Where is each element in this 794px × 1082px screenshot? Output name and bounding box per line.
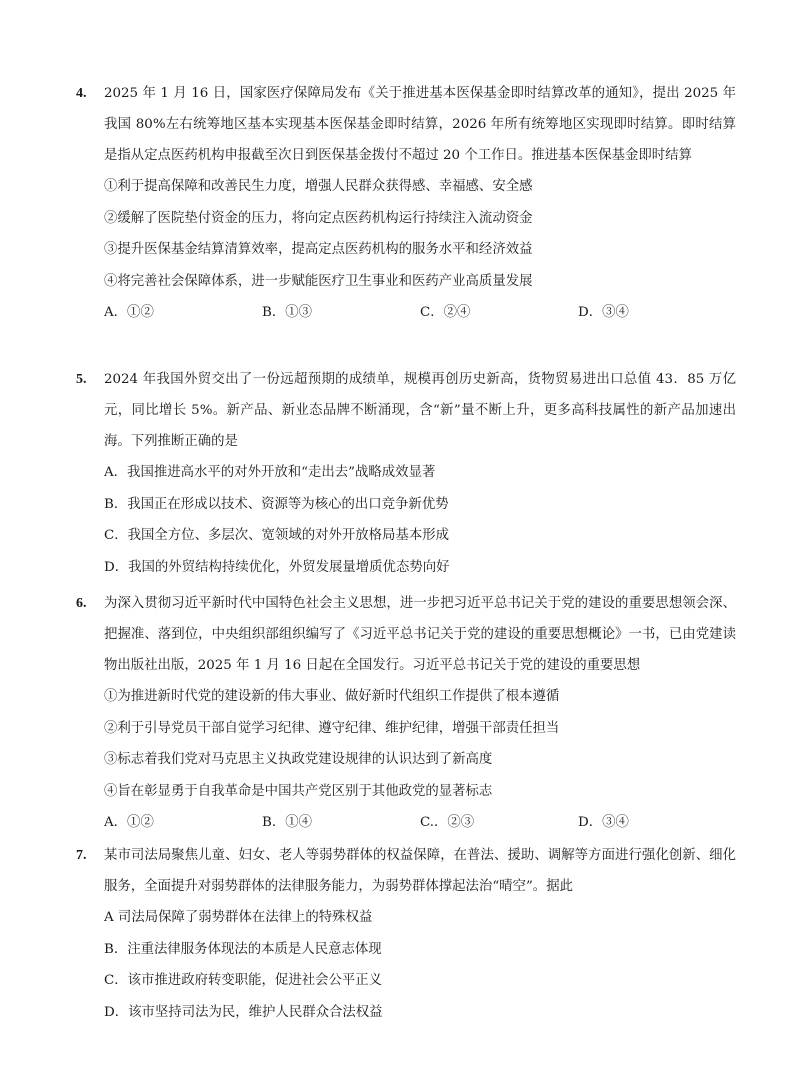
statement-item: ②利于引导党员干部自觉学习纪律、遵守纪律、维护纪律，增强干部责任担当 <box>104 720 560 736</box>
question-number: 7. <box>76 848 87 863</box>
choice-c[interactable]: C．我国全方位、多层次、宽领域的对外开放格局基本形成 <box>104 528 450 543</box>
choice-d[interactable]: D．该市坚持司法为民，维护人民群众合法权益 <box>104 1004 383 1020</box>
choice-a[interactable]: A 司法局保障了弱势群体在法律上的特殊权益 <box>104 910 373 925</box>
choice-a[interactable]: A．①② <box>104 305 154 320</box>
statement-item: ④将完善社会保障体系，进一步赋能医疗卫生事业和医药产业高质量发展 <box>104 273 533 289</box>
question-stem: 某市司法局聚焦儿童、妇女、老人等弱势群体的权益保障，在普法、援助、调解等方面进行强化创新、细化服务，全面提升对弱势群体的法律服务能力，为弱势群体撑起法治“晴空”。据此 <box>104 848 736 894</box>
choice-d[interactable]: D．我国的外贸结构持续优化，外贸发展量增质优态势向好 <box>104 559 450 575</box>
choice-b[interactable]: B．①④ <box>262 815 313 830</box>
statement-item: ④旨在彰显勇于自我革命是中国共产党区别于其他政党的显著标志 <box>104 783 493 799</box>
question-5 <box>76 370 736 583</box>
choice-c[interactable]: C.．②③ <box>420 815 475 830</box>
choice-c[interactable]: C．该市推进政府转变职能，促进社会公平正义 <box>104 973 383 988</box>
choice-b[interactable]: B．注重法律服务体现法的本质是人民意志体现 <box>104 941 382 957</box>
choice-b[interactable]: B．我国正在形成以技术、资源等为核心的出口竞争新优势 <box>104 496 449 512</box>
choice-d[interactable]: D．③④ <box>578 815 629 830</box>
choice-d[interactable]: D．③④ <box>578 305 629 320</box>
statement-item: ③标志着我们党对马克思主义执政党建设规律的认识达到了新高度 <box>104 752 493 767</box>
choice-b[interactable]: B．①③ <box>262 305 313 320</box>
answer-choices <box>104 297 736 328</box>
question-stem: 2025 年 1 月 16 日，国家医疗保障局发布《关于推进基本医保基金即时结算改革的通知》，提出 2025 年我国 80%左右统筹地区基本实现基本医保基金即时结算，2026 年所有统筹地区实现即时结算。即时结算是指从定点医药机构申报截至次日到医保基金拨付不超过 20 个工作日。推进基本医保基金即时结算 <box>104 86 736 163</box>
statement-item: ①利于提高保障和改善民生力度，增强人民群众获得感、幸福感、安全感 <box>104 179 533 194</box>
question-stem: 为深入贯彻习近平新时代中国特色社会主义思想，进一步把习近平总书记关于党的建设的重要思想领会深、把握准、落到位，中央组织部组织编写了《习近平总书记关于党的建设的重要思想概论》一书，已由党建读物出版社出版，2025 年 1 月 16 日起在全国发行。习近平总书记关于党的建设的重要思想 <box>104 596 736 673</box>
choice-c[interactable]: C．②④ <box>420 305 471 320</box>
statement-item: ②缓解了医院垫付资金的压力，将向定点医药机构运行持续注入流动资金 <box>104 210 533 226</box>
answer-choices <box>104 807 736 838</box>
choice-a[interactable]: A．①② <box>104 815 154 830</box>
question-number: 5. <box>76 372 87 387</box>
statement-item: ③提升医保基金结算清算效率，提高定点医药机构的服务水平和经济效益 <box>104 242 533 257</box>
question-number: 6. <box>76 596 87 611</box>
question-stem: 2024 年我国外贸交出了一份远超预期的成绩单，规模再创历史新高，货物贸易进出口总值 43．85 万亿元，同比增长 5%。新产品、新业态品牌不断涌现，含“新”量不断上升，更多高科技属性的新产品加速出海。下列推断正确的是 <box>104 372 736 449</box>
question-6 <box>76 594 736 838</box>
statement-item: ①为推进新时代党的建设新的伟大事业、做好新时代组织工作提供了根本遵循 <box>104 689 560 704</box>
question-7 <box>76 846 736 1028</box>
question-4 <box>76 84 736 328</box>
question-number: 4. <box>76 86 87 101</box>
choice-a[interactable]: A．我国推进高水平的对外开放和“走出去”战略成效显著 <box>104 465 436 480</box>
